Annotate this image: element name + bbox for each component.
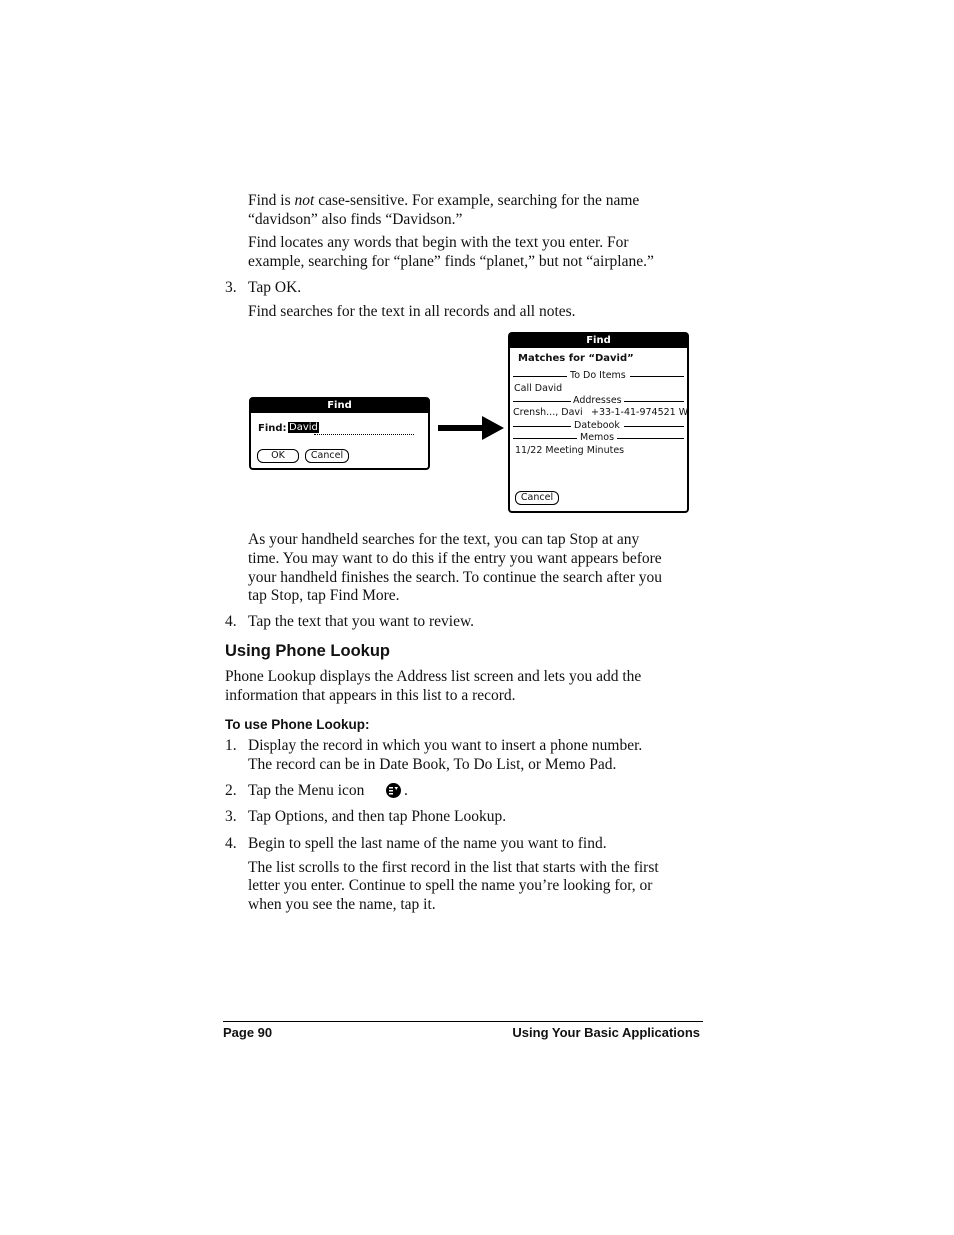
procedure-heading: To use Phone Lookup: <box>225 717 370 732</box>
paragraph-begin-line2: example, searching for “plane” finds “planet,” but not “airplane.” <box>248 253 654 270</box>
step-text <box>248 781 364 800</box>
paragraph-find-searches: Find searches for the text in all records and all notes. <box>248 303 576 320</box>
step-number: 3. <box>225 279 237 296</box>
paragraph-intro: information that appears in this list to a record. <box>225 687 516 704</box>
text: Tap the Menu icon <box>248 782 365 799</box>
section-header-memos <box>513 432 684 444</box>
paragraph-stop: your handheld finishes the search. To continue the search after you <box>248 569 662 586</box>
step-number: 4. <box>225 835 237 852</box>
step-text: Tap Options, and then tap Phone Lookup. <box>248 808 507 825</box>
ok-button[interactable]: OK <box>257 449 299 463</box>
result-row[interactable]: Call David <box>514 383 563 394</box>
step-number: 2. <box>225 782 237 799</box>
cancel-button[interactable]: Cancel <box>515 491 559 505</box>
section-label: Memos <box>580 432 615 443</box>
step-number: 1. <box>225 737 237 754</box>
result-row[interactable]: Crensh..., Davi <box>513 407 583 418</box>
find-dialog <box>249 397 430 470</box>
paragraph-case <box>248 191 639 210</box>
right-arrow-icon <box>438 414 504 442</box>
results-dialog-title: Find <box>510 334 687 348</box>
page-number: Page 90 <box>223 1025 273 1040</box>
step-tap-ok: Tap OK. <box>248 279 302 296</box>
text: Find is <box>248 192 295 209</box>
paragraph-intro: Phone Lookup displays the Address list screen and lets you add the <box>225 668 642 685</box>
paragraph-begin: Find locates any words that begin with the text you enter. For <box>248 234 629 251</box>
result-row-phone[interactable]: +33-1-41-974521 W <box>591 407 689 418</box>
section-header-addresses <box>513 395 684 407</box>
find-input-underline <box>314 434 414 435</box>
section-label: To Do Items <box>570 370 626 381</box>
step-tap-text: Tap the text that you want to review. <box>248 613 475 630</box>
paragraph-case-line2: “davidson” also finds “Davidson.” <box>248 211 463 228</box>
paragraph-final: when you see the name, tap it. <box>248 896 436 913</box>
emphasis: not <box>294 192 315 209</box>
paragraph-stop: time. You may want to do this if the entry you want appears before <box>248 550 662 567</box>
result-row[interactable]: 11/22 Meeting Minutes <box>515 445 625 456</box>
step-number: 4. <box>225 613 237 630</box>
section-header-datebook <box>513 420 684 432</box>
cancel-button[interactable]: Cancel <box>305 449 349 463</box>
paragraph-final: The list scrolls to the first record in the list that starts with the first <box>248 859 659 876</box>
step-period: . <box>404 782 408 799</box>
footer-rule <box>223 1021 703 1022</box>
section-label: Addresses <box>573 395 622 406</box>
text: case-sensitive. For example, searching for the name <box>314 192 640 209</box>
paragraph-stop: tap Stop, tap Find More. <box>248 587 400 604</box>
paragraph-stop: As your handheld searches for the text, you can tap Stop at any <box>248 531 640 548</box>
find-input-value[interactable]: David <box>289 422 318 433</box>
find-results-dialog <box>508 332 689 513</box>
matches-heading: Matches for “David” <box>518 353 634 364</box>
section-label: Datebook <box>574 420 620 431</box>
step-number: 3. <box>225 808 237 825</box>
paragraph-final: letter you enter. Continue to spell the name you’re looking for, or <box>248 877 653 894</box>
step-text: The record can be in Date Book, To Do List, or Memo Pad. <box>248 756 617 773</box>
find-dialog-title: Find <box>251 399 428 413</box>
menu-icon <box>385 782 402 799</box>
chapter-title: Using Your Basic Applications <box>512 1025 700 1040</box>
find-label: Find: <box>258 423 287 434</box>
section-heading: Using Phone Lookup <box>225 642 390 660</box>
step-text: Begin to spell the last name of the name you want to find. <box>248 835 607 852</box>
step-text: Display the record in which you want to insert a phone number. <box>248 737 643 754</box>
section-header-todo <box>513 370 684 382</box>
